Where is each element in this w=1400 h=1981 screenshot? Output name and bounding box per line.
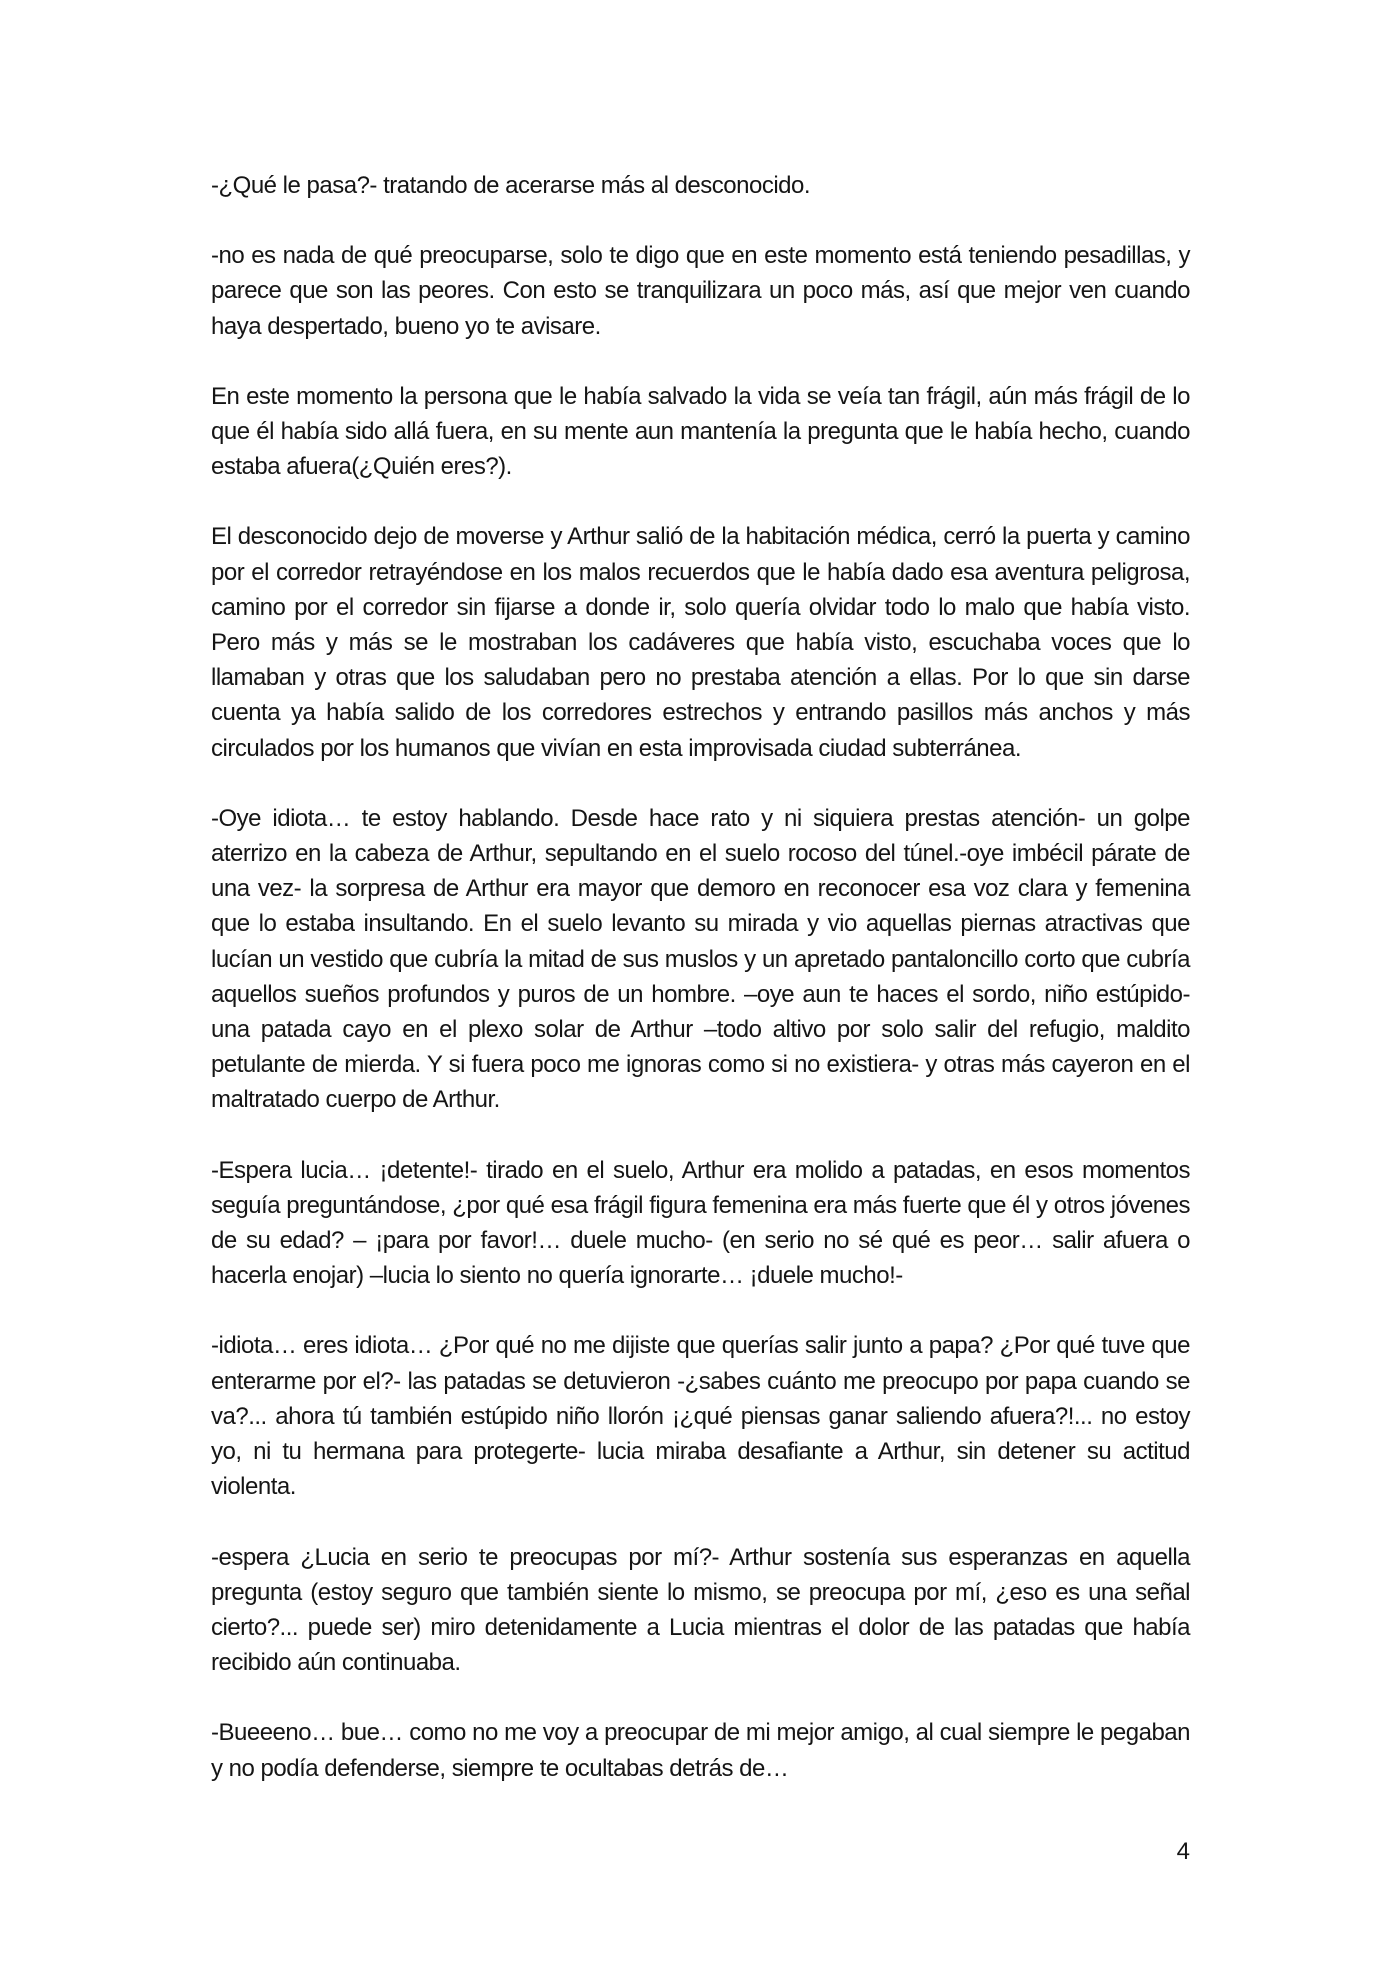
paragraph-4: El desconocido dejo de moverse y Arthur salió de la habitación médica, cerró la puerta y camino por el corredor retrayéndose en los malos recuerdos que le había dado esa aventura peligrosa, camino por el corredor sin fijarse a donde ir, solo quería olvidar todo lo malo que había visto. Pero más y más se le mostraban los cadáveres que había visto, escuchaba voces que lo llamaban y otras que los saludaban pero no prestaba atención a ellas. Por lo que sin darse cuenta ya había salido de los corredores estrechos y entrando pasillos más anchos y más circulados por los humanos que vivían en esta improvisada ciudad subterránea.: [211, 523, 1190, 762]
paragraph-6: -Espera lucia… ¡detente!- tirado en el suelo, Arthur era molido a patadas, en esos momentos seguía preguntándose, ¿por qué esa frágil figura femenina era más fuerte que él y otros jóvenes de su edad? – ¡para por favor!… duele mucho- (en serio no sé qué es peor… salir afuera o hacerla enojar) –lucia lo siento no quería ignorarte… ¡duele mucho!-: [211, 1156, 1190, 1290]
paragraph-8: -espera ¿Lucia en serio te preocupas por mí?- Arthur sostenía sus esperanzas en aquella pregunta (estoy seguro que también siente lo mismo, se preocupa por mí, ¿eso es una señal cierto?... puede ser) miro detenidamente a Lucia mientras el dolor de las patadas que había recibido aún continuaba.: [211, 1543, 1190, 1677]
page-number: 4: [1176, 1838, 1190, 1865]
paragraph-1: -¿Qué le pasa?- tratando de acerarse más al desconocido.: [211, 172, 811, 199]
paragraph-3: En este momento la persona que le había salvado la vida se veía tan frágil, aún más frágil de lo que él había sido allá fuera, en su mente aun mantenía la pregunta que le había hecho, cuando estaba afuera(¿Quién eres?).: [211, 382, 1190, 481]
paragraph-9: -Bueeeno… bue… como no me voy a preocupar de mi mejor amigo, al cual siempre le pegaban y no podía defenderse, siempre te ocultabas detrás de…: [211, 1719, 1190, 1782]
paragraph-7: -idiota… eres idiota… ¿Por qué no me dijiste que querías salir junto a papa? ¿Por qué tuve que enterarme por el?- las patadas se detuvieron -¿sabes cuánto me preocupo por papa cuando se va?... ahora tú también estúpido niño llorón ¡¿qué piensas ganar saliendo afuera?!... no estoy yo, ni tu hermana para protegerte- lucia miraba desafiante a Arthur, sin detener su actitud violenta.: [211, 1332, 1190, 1501]
paragraph-5: -Oye idiota… te estoy hablando. Desde hace rato y ni siquiera prestas atención- un golpe aterrizo en la cabeza de Arthur, sepultando en el suelo rocoso del túnel.-oye imbécil párate de una vez- la sorpresa de Arthur era mayor que demoro en reconocer esa voz clara y femenina que lo estaba insultando. En el suelo levanto su mirada y vio aquellas piernas atractivas que lucían un vestido que cubría la mitad de sus muslos y un apretado pantaloncillo corto que cubría aquellos sueños profundos y puros de un hombre. –oye aun te haces el sordo, niño estúpido- una patada cayo en el plexo solar de Arthur –todo altivo por solo salir del refugio, maldito petulante de mierda. Y si fuera poco me ignoras como si no existiera- y otras más cayeron en el maltratado cuerpo de Arthur.: [211, 804, 1190, 1114]
paragraph-2: -no es nada de qué preocuparse, solo te digo que en este momento está teniendo pesadillas, y parece que son las peores. Con esto se tranquilizara un poco más, así que mejor ven cuando haya despertado, bueno yo te avisare.: [211, 242, 1190, 340]
body-text: [211, 168, 1190, 1821]
